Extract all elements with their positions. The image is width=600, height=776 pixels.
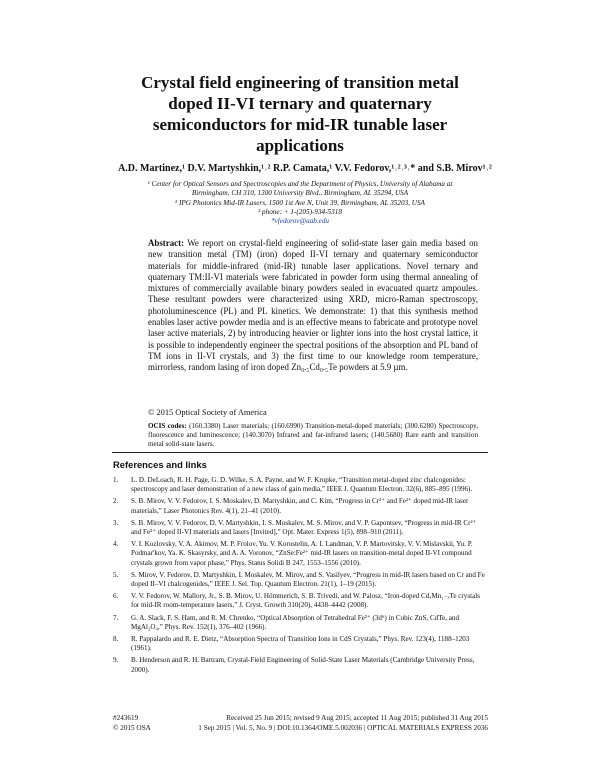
reference-item: [113, 476, 485, 494]
article-id: #243619: [113, 714, 139, 722]
reference-list: [113, 476, 485, 678]
reference-item: [113, 519, 485, 537]
reference-item: [113, 614, 485, 632]
reference-item: [113, 635, 485, 653]
reference-text: S. Mirov, V. Fedorov, D. Martyshkin, I. Moskalev, M. Mirov, and S. Vasilyev, “Progress in mid-IR lasers based on Cr and Fe doped II–VI chalcogenides,” IEEE J. Sel. Top. Quantum Electron. 21(1), 1–19 (2015).: [131, 570, 485, 589]
reference-number: 8.: [113, 635, 119, 644]
page-footer: [113, 713, 488, 733]
affiliation-line: Birmingham, CH 310, 1300 University Blvd., Birmingham, AL 35294, USA: [191, 189, 409, 198]
reference-number: 7.: [113, 613, 119, 622]
section-divider: [112, 452, 488, 453]
abstract: [148, 238, 478, 374]
reference-text: S. B. Mirov, V. V. Fedorov, D. V. Martyshkin, I. S. Moskalev, M. S. Mirov, and V. P. Gapontsev, “Progress in mid-IR Cr²⁺ and Fe²⁺ doped II-VI materials and lasers [Invited],” Opt. Mater. Express 1(5), 898–910 (2011).: [131, 518, 477, 537]
abstract-label: Abstract:: [148, 238, 184, 248]
reference-text: S. B. Mirov, V. V. Fedorov, I. S. Moskalev, D. Martyshkin, and C. Kim, “Progress in Cr²⁺ and Fe²⁺ doped mid-IR laser materials,” Laser Photonics Rev. 4(1), 21–41 (2010).: [131, 497, 469, 515]
reference-number: 2.: [113, 497, 119, 506]
reference-text: V. V. Fedorov, W. Mallory, Jr., S. B. Mirov, U. Hömmerich, S. B. Trivedi, and W. Palosz, “Iron-doped CdₓMn₁₋ₓTe crystals for mid-IR room-temperature lasers,” J. Cryst. Growth 310(20), 4438–4442 (2008).: [131, 592, 480, 610]
reference-text: V. I. Kozlovsky, V. A. Akimov, M. P. Frolov, Yu. V. Korostelin, A. I. Landman, V. P. Martovitsky, V. V. Mislavskii, Yu. P. Podmar'kov, Ya. K. Skasyrsky, and A. A. Voronov, “ZnSe:Fe²⁺ mid-IR lasers on transition-metal doped II-VI compound crystals grown from vapor phase,” Phys. Status Solidi B 247, 1553–1556 (2010).: [131, 540, 473, 567]
received-dates: Received 25 Jun 2015; revised 9 Aug 2015; accepted 11 Aug 2015; published 31 Aug 2015: [226, 714, 488, 722]
reference-text: B. Henderson and R. H. Bartram, Crystal-Field Engineering of Solid-State Laser Materials (Cambridge University Press, 2000).: [131, 656, 475, 674]
references-heading: References and links: [113, 459, 207, 470]
affiliation-line: ³ phone: + 1-(205)-934-5318: [258, 207, 342, 216]
osa-copyright: © 2015 OSA: [113, 724, 151, 732]
reference-item: [113, 656, 485, 674]
affiliation-line: ² IPG Photonics Mid-IR Lasers, 1500 1st Ave N, Unit 39, Birmingham, AL 35203, USA: [175, 198, 425, 207]
affiliations: [110, 180, 490, 226]
reference-number: 5.: [113, 570, 119, 579]
reference-item: [113, 497, 485, 515]
journal-citation: 1 Sep 2015 | Vol. 5, No. 9 | DOI:10.1364/OME.5.002036 | OPTICAL MATERIALS EXPRESS 2036: [198, 724, 488, 732]
abstract-text: We report on crystal-field engineering of solid-state laser gain media based on new transition metal (TM) (iron) doped II-VI ternary and quaternary semiconductor materials for middle-infrared (mid-IR) tunable laser applications. Novel ternary and quaternary TM:II-VI materials were fabricated in powder form using thermal annealing of mixtures of commercially available binary powders sealed in evacuated quartz ampoules. These resultant powders were characterized using XRD, micro-Raman spectroscopy, photoluminescence (PL) and PL kinetics. We demonstrate: 1) that this synthesis method enables laser active powder media and is an effective means to fabricate and prototype novel laser active materials, 2) by introducing heavier or lighter ions into the host crystal lattice, it is possible to independently engineer the spectral positions of the absorption and PL band of TM ions in II-VI crystals, and 3) the first time to our knowledge room temperature, mirrorless, random lasing of iron doped Zn₀.₅Cd₀.₅Te powders at 5.9 µm.: [148, 238, 478, 373]
affiliation-line: ¹ Center for Optical Sensors and Spectroscopies and the Department of Physics, University of Alabama at: [147, 180, 453, 188]
reference-text: L. D. DeLoach, R. H. Page, G. D. Wilke, S. A. Payne, and W. F. Krupke, “Transition metal-doped zinc chalcogenides: spectroscopy and laser demonstration of a new class of gain media,” IEEE J. Quantum Electron. 32(6), 885–895 (1996).: [131, 476, 473, 494]
copyright-notice: © 2015 Optical Society of America: [148, 408, 267, 417]
ocis-codes: [148, 422, 478, 450]
paper-title: Crystal field engineering of transition metal doped II-VI ternary and quaternary semiconductors for mid-IR tunable laser applications: [141, 73, 459, 155]
reference-number: 6.: [113, 592, 119, 601]
ocis-text: (160.3380) Laser materials; (160.6990) Transition-metal-doped materials; (300.6280) Spectroscopy, fluorescence and luminescence; (140.3070) Infrared and far-infrared lasers; (140.5680) Rare earth and transition metal solid-state lasers.: [148, 422, 478, 449]
author-email-link[interactable]: *vfedorov@uab.edu: [270, 217, 330, 226]
reference-number: 4.: [113, 540, 119, 549]
reference-number: 1.: [113, 476, 119, 484]
reference-item: [113, 571, 485, 589]
reference-item: [113, 592, 485, 610]
ocis-label: OCIS codes:: [148, 422, 187, 430]
reference-number: 3.: [113, 518, 119, 527]
reference-item: [113, 540, 485, 568]
author-list: A.D. Martinez,¹ D.V. Martyshkin,¹˒² R.P. Camata,¹ V.V. Fedorov,¹˒²˒³˒* and S.B. Mirov¹˒²: [118, 163, 492, 174]
reference-text: G. A. Slack, F. S. Ham, and R. M. Chrenko, “Optical Absorption of Tetrahedral Fe²⁺ (3d⁶) in Cubic ZnS, CdTe, and MgAl₂O₄,” Phys. Rev. 152(1), 376–402 (1966).: [131, 613, 459, 631]
reference-text: R. Pappalardo and R. E. Dietz, “Absorption Spectra of Transition Ions in CdS Crystals,” Phys. Rev. 123(4), 1188–1203 (1961).: [131, 635, 470, 653]
reference-number: 9.: [113, 656, 119, 665]
